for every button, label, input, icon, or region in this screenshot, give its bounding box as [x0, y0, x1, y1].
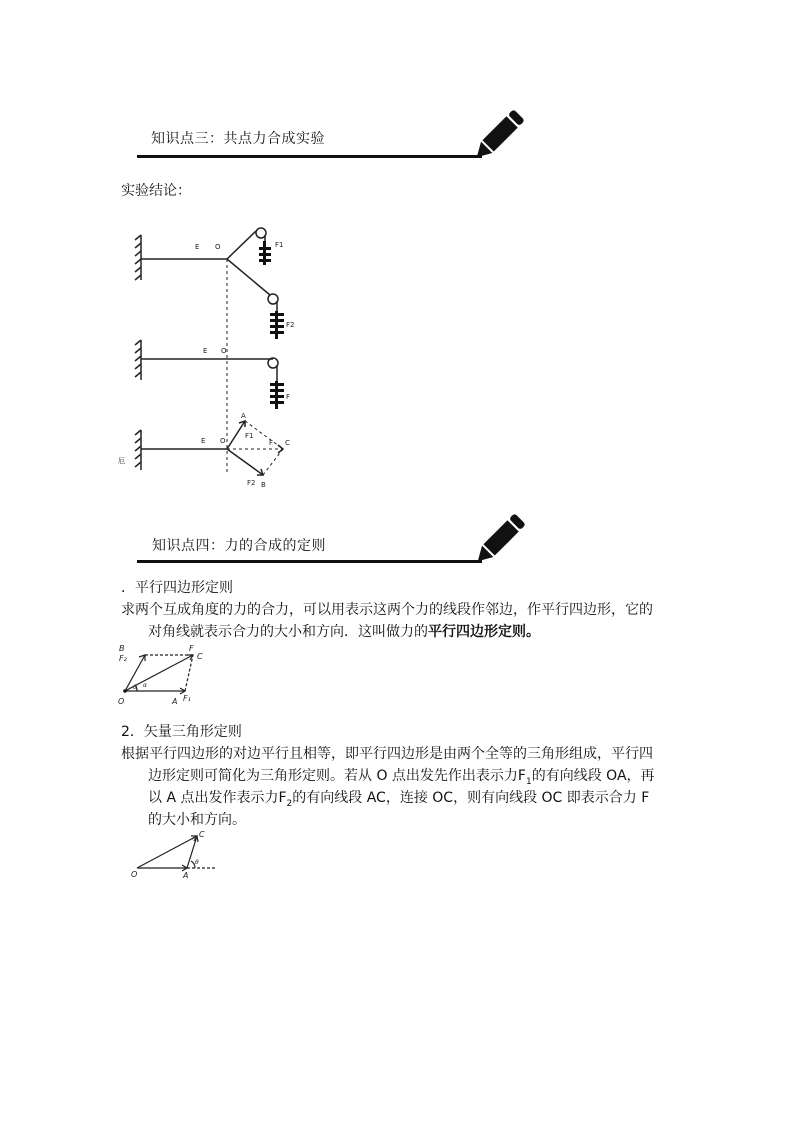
tri-label-o: O — [131, 870, 138, 879]
label-f1-arrow: F1 — [245, 432, 254, 440]
label-o-top: O — [215, 243, 221, 251]
rule2-line4: 的大小和方向。 — [148, 812, 246, 828]
tri-label-c: C — [199, 830, 205, 839]
para-label-alpha: α — [143, 682, 147, 689]
para-label-f2: F₂ — [119, 654, 127, 663]
label-e-top: E — [195, 243, 200, 251]
rule1-line2 — [148, 621, 540, 643]
para-label-c: C — [197, 652, 203, 661]
rule2-line2-b: 的有向线段 OA，再 — [531, 768, 655, 784]
rule1-line2-prefix: 对角线就表示合力的大小和方向．这叫做力的 — [148, 624, 428, 640]
para-label-theta: θ — [133, 684, 137, 691]
label-e-mid: E — [203, 347, 208, 355]
section4-title: 知识点四：力的合成的定则 — [152, 538, 326, 554]
rule2-line2-a: 边形定则可简化为三角形定则。若从 O 点出发先作出表示力 — [148, 768, 518, 784]
section3-title: 知识点三：共点力合成实验 — [151, 131, 325, 147]
rule1-line1: 求两个互成角度的力的合力，可以用表示这两个力的线段作邻边，作平行四边形，它的 — [121, 602, 653, 618]
label-f2-arrow: F2 — [247, 479, 256, 487]
para-label-f: F — [189, 644, 194, 653]
para-label-f1: F₁ — [183, 694, 191, 703]
rule2-heading: 2．矢量三角形定则 — [121, 724, 242, 740]
para-label-o: O — [118, 697, 125, 705]
tri-label-a: A — [183, 871, 189, 880]
label-o-mid: O — [221, 347, 227, 355]
para-label-a: A — [172, 697, 178, 705]
label-f1: F1 — [275, 241, 284, 249]
label-c: C — [285, 439, 290, 447]
section3-underline — [137, 155, 482, 158]
label-side-char: 厄 — [118, 457, 125, 465]
tri-label-theta: θ — [195, 859, 199, 866]
pencil-icon — [470, 108, 526, 164]
para-label-b: B — [119, 644, 125, 653]
rule1-heading: ．平行四边形定则 — [121, 580, 233, 596]
rule2-line3-sub: 2 — [286, 798, 293, 809]
rule2-line2-sub: 1 — [525, 776, 532, 787]
rule2-line3-f: F — [278, 790, 287, 806]
experiment-conclusion-label: 实验结论： — [121, 183, 191, 199]
parallelogram-rule-term: 平行四边形定则。 — [428, 624, 540, 640]
parallelogram-figure — [115, 643, 215, 705]
label-f2: F2 — [286, 321, 295, 329]
label-e-bot: E — [201, 437, 206, 445]
experiment-figure — [115, 215, 315, 495]
rule2-line1: 根据平行四边形的对边平行且相等，即平行四边形是由两个全等的三角形组成，平行四 — [121, 746, 653, 762]
label-a: A — [241, 412, 246, 420]
label-f-bot: F — [269, 439, 274, 447]
label-f-mid: F — [286, 393, 291, 401]
rule2-line2-f: F — [517, 768, 526, 784]
triangle-figure — [125, 828, 230, 880]
pencil-icon — [471, 512, 527, 568]
rule2-line3-a: 以 A 点出发作表示力 — [148, 790, 279, 806]
label-o-bot: O — [220, 437, 226, 445]
label-b: B — [261, 481, 266, 489]
section4-underline — [137, 560, 482, 563]
rule2-line3-b: 的有向线段 AC，连接 OC，则有向线段 OC 即表示合力 F — [292, 790, 650, 806]
